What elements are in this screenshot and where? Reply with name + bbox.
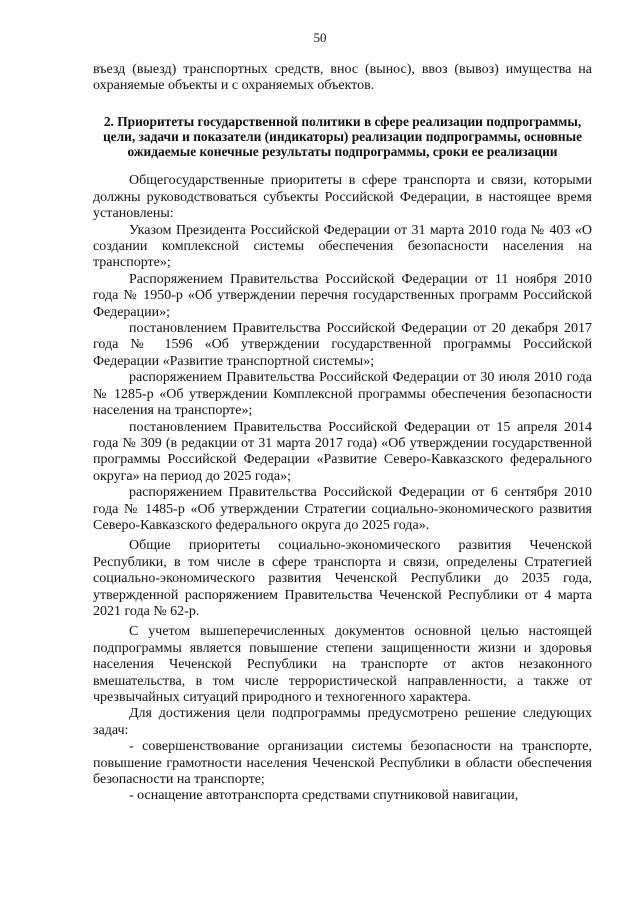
list-item: - совершенствование организации системы безопасности на транспорте, повышение грамотности населения Чеченской Республики в области обеспечения безопасности на транспорте; (93, 739, 592, 788)
paragraph: Распоряжением Правительства Российской Федерации от 11 ноября 2010 года № 1950-р «Об утверждении перечня государственных программ Российской Федерации»; (93, 271, 592, 320)
paragraph: Общегосударственные приоритеты в сфере транспорта и связи, которыми должны руководствоваться субъекты Российской Федерации, в настоящее время установлены: (93, 173, 592, 222)
paragraph: постановлением Правительства Российской Федерации от 15 апреля 2014 года № 309 (в редакции от 31 марта 2017 года) «Об утверждении государственной программы Российской Федерации «Развитие Северо-Кавказского федерального округа» на период до 2025 года»; (93, 419, 592, 484)
section-heading: 2. Приоритеты государственной политики в сфере реализации подпрограммы, цели, задачи и показатели (индикаторы) реализации подпрограммы, основные ожидаемые конечные результаты подпрограммы, сроки ее реализации (102, 113, 583, 160)
paragraph: Общие приоритеты социально-экономического развития Чеченской Республики, в том числе в сфере транспорта и связи, определены Стратегией социально-экономического развития Чеченской Республики до 2035 года, утвержденной распоряжением Правительства Чеченской Республики от 4 марта 2021 года № 62-р. (93, 538, 592, 619)
list-item: - оснащение автотранспорта средствами спутниковой навигации, (129, 788, 519, 804)
paragraph: Указом Президента Российской Федерации от 31 марта 2010 года № 403 «О создании комплексной системы обеспечения безопасности населения на транспорте»; (93, 222, 592, 271)
paragraph: постановлением Правительства Российской Федерации от 20 декабря 2017 года № 1596 «Об утверждении государственной программы Российской Федерации «Развитие транспортной системы»; (93, 321, 592, 369)
paragraph: распоряжением Правительства Российской Федерации от 6 сентября 2010 года № 1485-р «Об утверждении Стратегии социально-экономического развития Северо-Кавказского федерального округа до 2025 года». (93, 485, 592, 533)
page-number: 50 (313, 30, 327, 45)
paragraph: Для достижения цели подпрограммы предусмотрено решение следующих задач: (93, 706, 592, 738)
intro-continuation: въезд (выезд) транспортных средств, внос (вынос), ввоз (вывоз) имущества на охраняемые объекты и с охраняемых объектов. (93, 62, 592, 94)
document-body (93, 62, 592, 805)
paragraph: распоряжением Правительства Российской Федерации от 30 июля 2010 года № 1285-р «Об утверждении Комплексной программы обеспечения безопасности населения на транспорте»; (93, 370, 592, 419)
paragraph: С учетом вышеперечисленных документов основной целью настоящей подпрограммы является повышение степени защищенности жизни и здоровья населения Чеченской Республики на транспорте от актов незаконного вмешательства, в том числе террористической направленности, а также от чрезвычайных ситуаций природного и техногенного характера. (93, 624, 592, 706)
